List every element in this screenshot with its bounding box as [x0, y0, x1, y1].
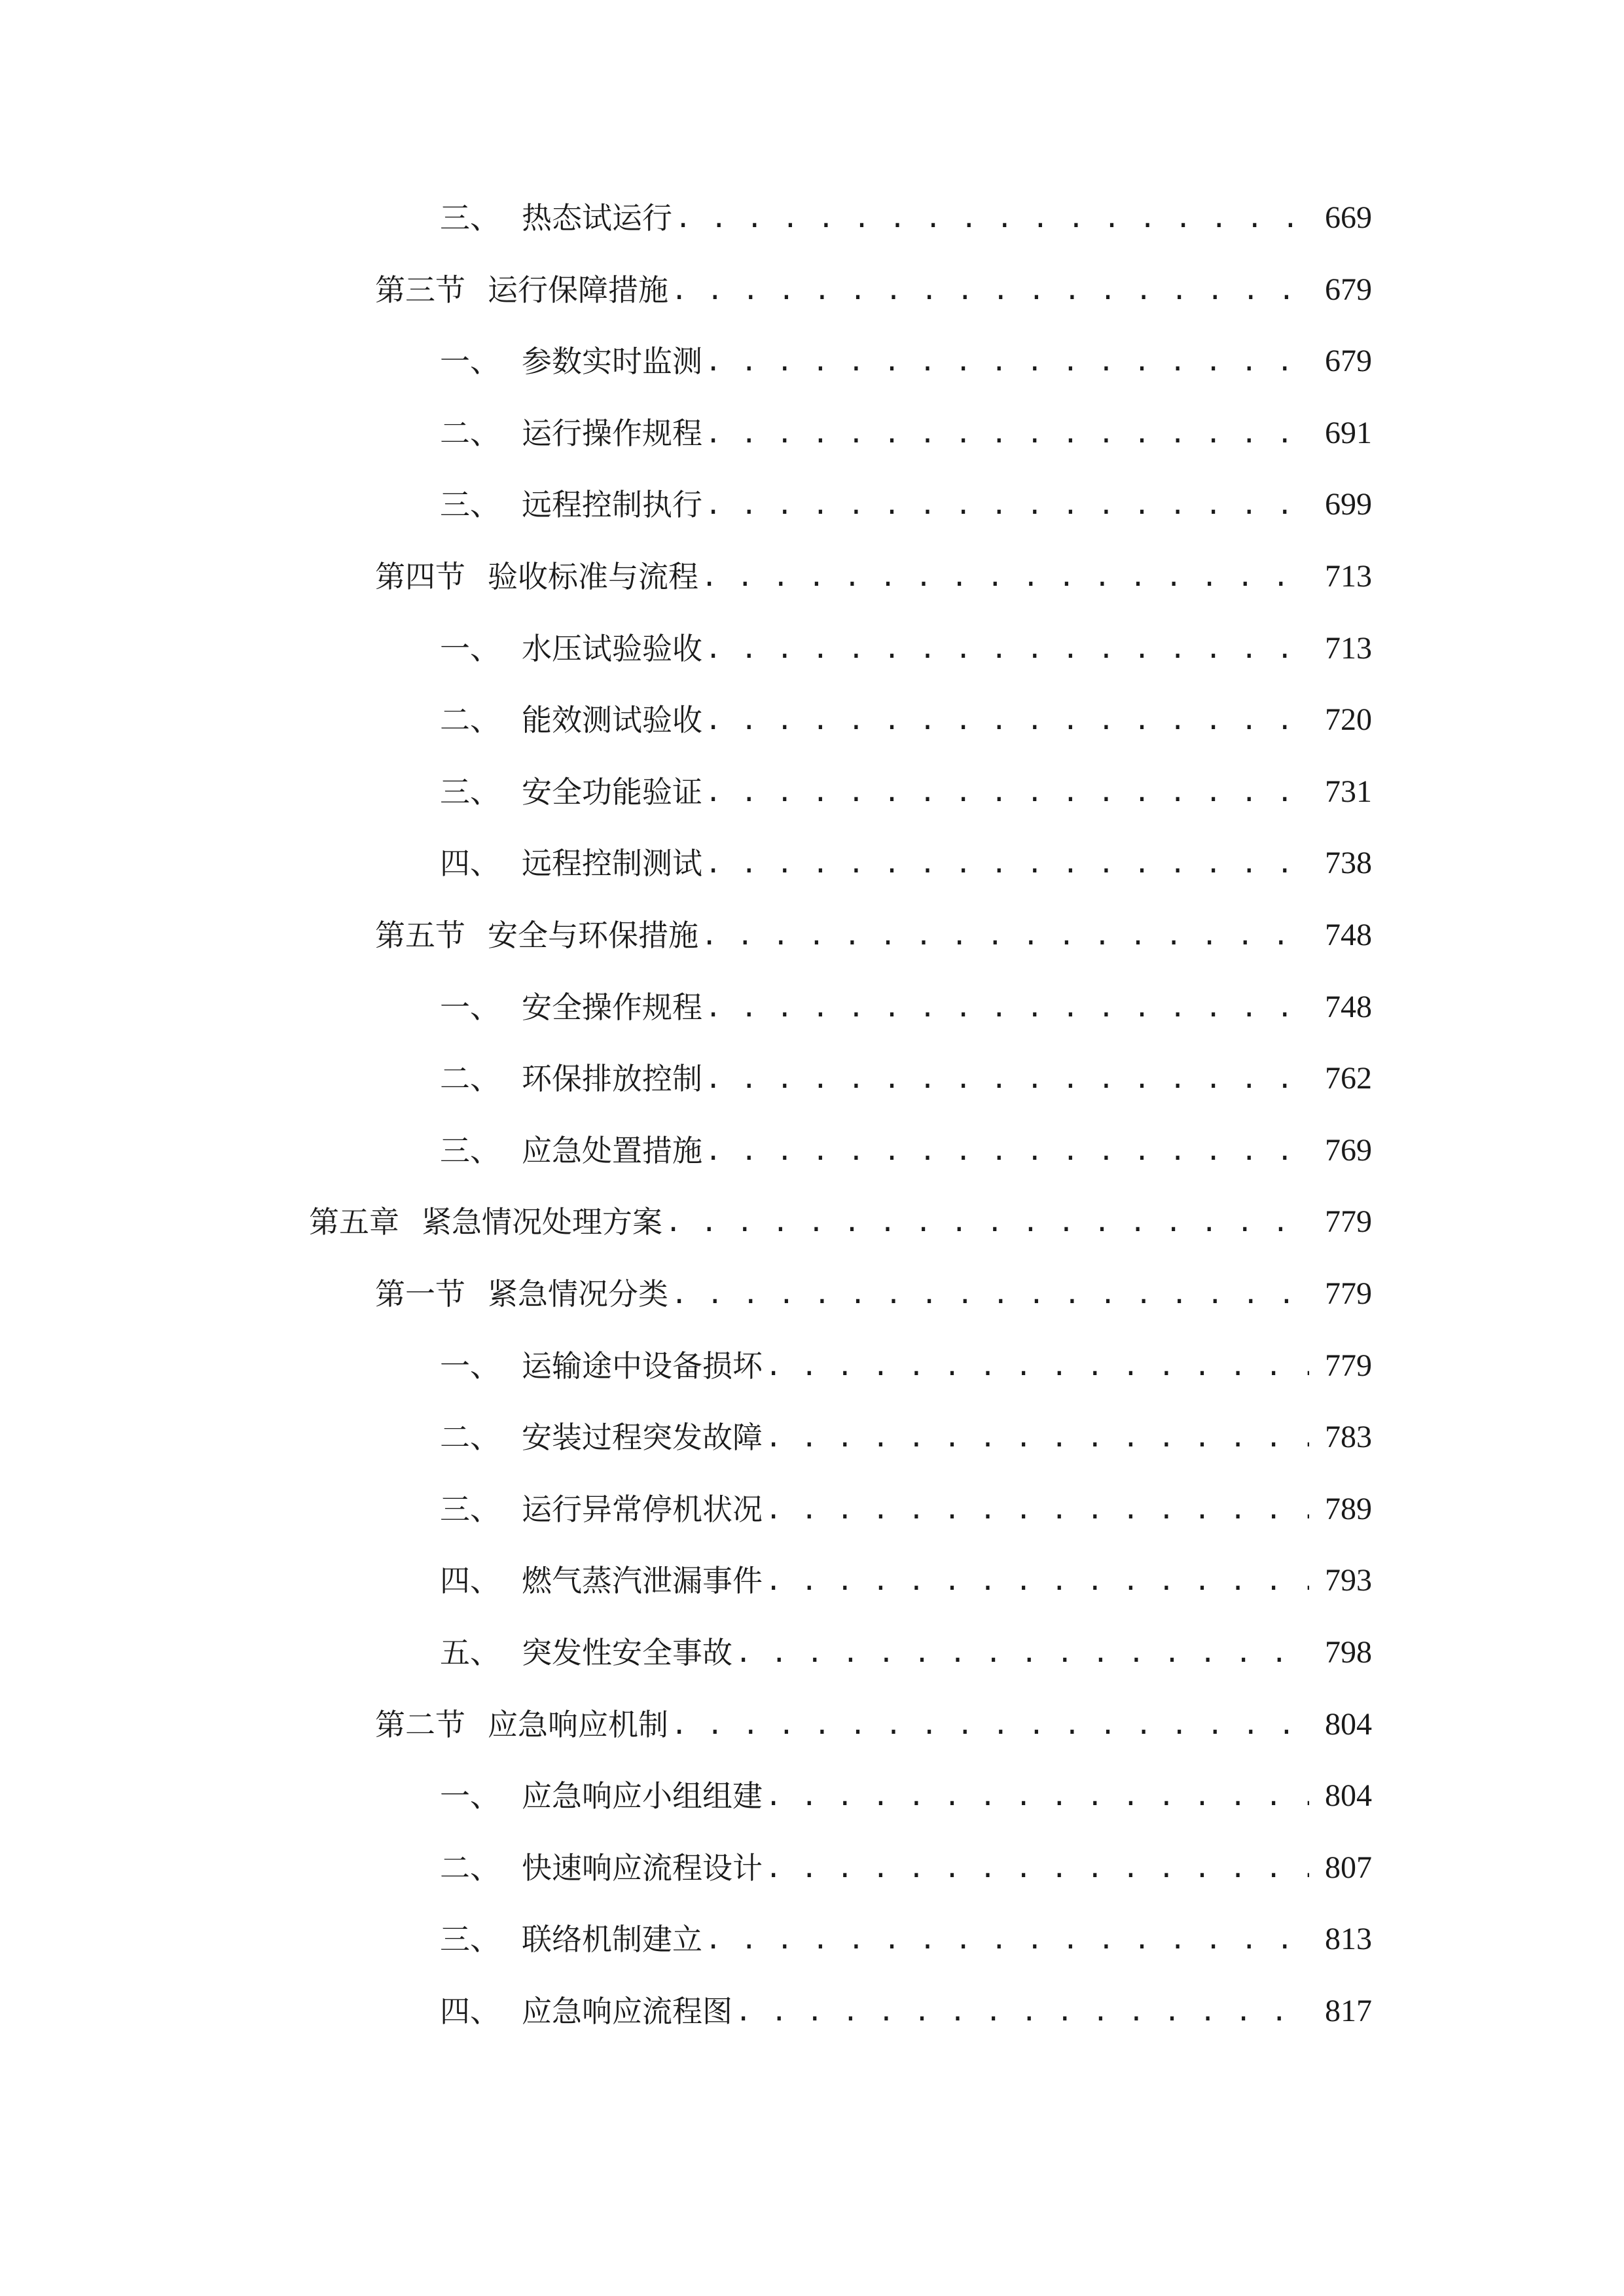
dot-leader — [705, 482, 1309, 528]
toc-entry-item[interactable] — [440, 840, 1372, 886]
dot-leader — [701, 912, 1309, 958]
toc-entry-number: 第一节 — [375, 1276, 465, 1312]
dot-leader — [705, 338, 1309, 384]
toc-entry-item[interactable] — [440, 1988, 1372, 2034]
toc-entry-title: 运行异常停机状况 — [522, 1492, 763, 1527]
toc-entry-section[interactable] — [375, 1702, 1372, 1748]
toc-entry-page-number: 779 — [1325, 1276, 1372, 1311]
toc-entry-section[interactable] — [375, 267, 1372, 313]
toc-entry-title: 应急响应小组组建 — [522, 1778, 763, 1814]
toc-entry-number: 四、 — [440, 1563, 500, 1598]
dot-leader — [765, 1486, 1309, 1532]
dot-leader — [705, 697, 1309, 743]
toc-entry-title: 应急处置措施 — [522, 1133, 702, 1168]
toc-entry-number: 三、 — [440, 774, 500, 810]
toc-entry-page-number: 779 — [1325, 1204, 1372, 1239]
toc-entry-title: 突发性安全事故 — [522, 1635, 732, 1670]
toc-entry-item[interactable] — [440, 1845, 1372, 1891]
toc-entry-title: 快速响应流程设计 — [522, 1850, 763, 1886]
toc-entry-number: 三、 — [440, 1133, 500, 1168]
toc-entry-title: 安全操作规程 — [522, 990, 702, 1025]
toc-entry-page-number: 679 — [1325, 344, 1372, 378]
toc-entry-title: 热态试运行 — [522, 200, 672, 236]
toc-entry-number: 三、 — [440, 487, 500, 522]
toc-entry-item[interactable] — [440, 1414, 1372, 1460]
toc-entry-title: 远程控制执行 — [522, 487, 702, 522]
toc-entry-page-number: 804 — [1325, 1778, 1372, 1813]
dot-leader — [765, 1558, 1309, 1604]
toc-entry-page-number: 789 — [1325, 1492, 1372, 1526]
toc-entry-number: 第四节 — [375, 559, 465, 594]
toc-entry-number: 二、 — [440, 416, 500, 451]
toc-entry-number: 四、 — [440, 1994, 500, 2029]
toc-entry-title: 紧急情况处理方案 — [422, 1204, 662, 1240]
toc-entry-title: 验收标准与流程 — [488, 559, 698, 594]
toc-entry-section[interactable] — [375, 554, 1372, 600]
toc-entry-item[interactable] — [440, 338, 1372, 384]
toc-entry-title: 紧急情况分类 — [488, 1276, 668, 1312]
toc-entry-item[interactable] — [440, 1343, 1372, 1389]
toc-entry-page-number: 748 — [1325, 918, 1372, 952]
toc-entry-page-number: 691 — [1325, 416, 1372, 450]
dot-leader — [705, 1056, 1309, 1102]
toc-entry-number: 第二节 — [375, 1707, 465, 1742]
dot-leader — [765, 1414, 1309, 1460]
dot-leader — [735, 1988, 1309, 2034]
toc-entry-section[interactable] — [375, 1271, 1372, 1317]
toc-entry-page-number: 713 — [1325, 559, 1372, 594]
toc-entry-item[interactable] — [440, 1773, 1372, 1819]
dot-leader — [671, 267, 1309, 313]
toc-entry-number: 二、 — [440, 1850, 500, 1886]
toc-entry-item[interactable] — [440, 410, 1372, 456]
toc-entry-title: 能效测试验收 — [522, 702, 702, 738]
dot-leader — [705, 984, 1309, 1030]
toc-entry-title: 安装过程突发故障 — [522, 1420, 763, 1455]
toc-entry-page-number: 813 — [1325, 1922, 1372, 1956]
toc-entry-page-number: 699 — [1325, 487, 1372, 522]
toc-entry-item[interactable] — [440, 1630, 1372, 1676]
dot-leader — [701, 554, 1309, 600]
toc-entry-number: 二、 — [440, 1420, 500, 1455]
toc-entry-number: 二、 — [440, 1061, 500, 1096]
dot-leader — [705, 769, 1309, 815]
toc-entry-item[interactable] — [440, 769, 1372, 815]
toc-entry-item[interactable] — [440, 1486, 1372, 1532]
dot-leader — [765, 1343, 1309, 1389]
toc-entry-page-number: 713 — [1325, 631, 1372, 666]
dot-leader — [765, 1773, 1309, 1819]
toc-entry-title: 安全与环保措施 — [488, 918, 698, 953]
dot-leader — [671, 1271, 1309, 1317]
toc-entry-number: 一、 — [440, 1778, 500, 1814]
toc-entry-item[interactable] — [440, 984, 1372, 1030]
toc-entry-item[interactable] — [440, 482, 1372, 528]
toc-entry-page-number: 769 — [1325, 1133, 1372, 1168]
toc-entry-page-number: 817 — [1325, 1994, 1372, 2028]
toc-entry-page-number: 783 — [1325, 1420, 1372, 1454]
toc-entry-page-number: 738 — [1325, 846, 1372, 880]
toc-entry-title: 运行保障措施 — [488, 272, 668, 308]
toc-entry-title: 参数实时监测 — [522, 344, 702, 379]
dot-leader — [675, 195, 1309, 241]
toc-entry-number: 一、 — [440, 344, 500, 379]
toc-entry-section[interactable] — [375, 912, 1372, 958]
toc-entry-title: 环保排放控制 — [522, 1061, 702, 1096]
toc-entry-title: 燃气蒸汽泄漏事件 — [522, 1563, 763, 1598]
toc-entry-chapter[interactable] — [309, 1199, 1372, 1245]
toc-entry-page-number: 669 — [1325, 200, 1372, 235]
toc-entry-number: 第三节 — [375, 272, 465, 308]
toc-entry-number: 三、 — [440, 1492, 500, 1527]
dot-leader — [665, 1199, 1309, 1245]
dot-leader — [705, 410, 1309, 456]
toc-entry-page-number: 807 — [1325, 1850, 1372, 1885]
dot-leader — [671, 1702, 1309, 1748]
toc-entry-number: 第五章 — [309, 1204, 399, 1240]
toc-entry-page-number: 804 — [1325, 1707, 1372, 1742]
toc-entry-title: 水压试验验收 — [522, 631, 702, 666]
toc-entry-page-number: 798 — [1325, 1635, 1372, 1670]
toc-entry-item[interactable] — [440, 1056, 1372, 1102]
toc-entry-page-number: 748 — [1325, 990, 1372, 1024]
toc-entry-number: 一、 — [440, 990, 500, 1025]
toc-entry-item[interactable] — [440, 697, 1372, 743]
toc-entry-number: 三、 — [440, 200, 500, 236]
dot-leader — [705, 1916, 1309, 1962]
toc-entry-title: 应急响应流程图 — [522, 1994, 732, 2029]
toc-entry-page-number: 779 — [1325, 1348, 1372, 1383]
toc-entry-number: 四、 — [440, 846, 500, 881]
toc-entry-title: 运输途中设备损坏 — [522, 1348, 763, 1384]
toc-entry-page-number: 720 — [1325, 702, 1372, 737]
toc-entry-number: 第五节 — [375, 918, 465, 953]
toc-entry-number: 二、 — [440, 702, 500, 738]
toc-entry-item[interactable] — [440, 1128, 1372, 1174]
dot-leader — [705, 626, 1309, 672]
toc-entry-page-number: 793 — [1325, 1563, 1372, 1598]
toc-entry-item[interactable] — [440, 1916, 1372, 1962]
toc-entry-title: 联络机制建立 — [522, 1922, 702, 1957]
toc-entry-page-number: 679 — [1325, 272, 1372, 307]
dot-leader — [735, 1630, 1309, 1676]
toc-entry-title: 运行操作规程 — [522, 416, 702, 451]
toc-entry-number: 一、 — [440, 631, 500, 666]
toc-entry-page-number: 762 — [1325, 1061, 1372, 1096]
toc-entry-page-number: 731 — [1325, 774, 1372, 809]
toc-entry-title: 安全功能验证 — [522, 774, 702, 810]
toc-entry-number: 一、 — [440, 1348, 500, 1384]
toc-entry-title: 应急响应机制 — [488, 1707, 668, 1742]
toc-entry-title: 远程控制测试 — [522, 846, 702, 881]
toc-entry-item[interactable] — [440, 195, 1372, 241]
toc-entry-item[interactable] — [440, 1558, 1372, 1604]
toc-entry-item[interactable] — [440, 626, 1372, 672]
toc-entry-number: 五、 — [440, 1635, 500, 1670]
dot-leader — [705, 840, 1309, 886]
dot-leader — [705, 1128, 1309, 1174]
dot-leader — [765, 1845, 1309, 1891]
toc-entry-number: 三、 — [440, 1922, 500, 1957]
